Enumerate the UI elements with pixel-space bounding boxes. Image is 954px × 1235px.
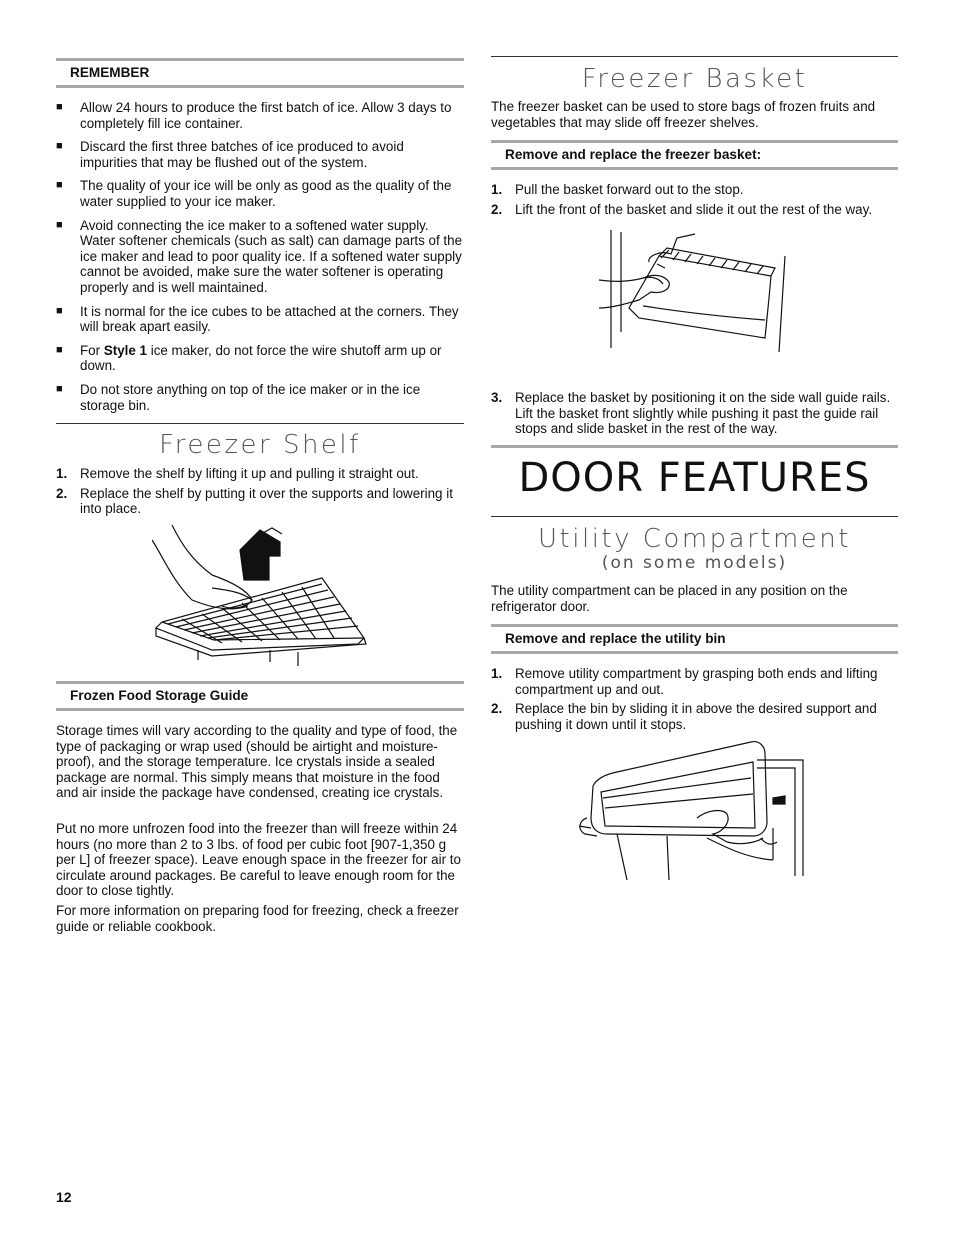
list-item: ■ For Style 1 ice maker, do not force the wire shutoff arm up or down. [56,342,442,374]
frozen-food-heading: Frozen Food Storage Guide [56,681,464,711]
square-bullet-icon: ■ [56,101,63,113]
freezer-basket-intro: The freezer basket can be used to store bags of frozen fruits and vegetables that may slide off freezer shelves. [491,99,876,130]
utility-compartment-title: Utility Compartment [538,524,851,554]
list-item: 1. Pull the basket forward out to the stop. [491,182,744,197]
list-item: 2. Lift the front of the basket and slide it out the rest of the way. [491,201,873,217]
section-divider [491,516,898,517]
list-item: 3. Replace the basket by positioning it on the side wall guide rails. Lift the basket front slightly while pushing it past the guide rail stops and slide basket in the rest of the way. [491,390,891,437]
list-item: ■ Discard the first three batches of ice produced to avoid impurities that may be flushed out of the system. [56,139,404,170]
utility-intro: The utility compartment can be placed in any position on the refrigerator door. [491,583,848,614]
freezer-basket-step3 [491,390,898,441]
door-features-title: DOOR FEATURES [518,455,871,501]
page-number: 12 [56,1189,72,1205]
utility-heading: Remove and replace the utility bin [491,624,898,654]
list-item: ■ The quality of your ice will be only as good as the quality of the water supplied to your ice maker. [56,178,452,209]
section-divider [491,56,898,57]
list-item: ■ Do not store anything on top of the ice maker or in the ice storage bin. [56,381,421,413]
square-bullet-icon: ■ [56,140,63,153]
frozen-food-paragraph: For more information on preparing food for freezing, check a freezer guide or reliable cookbook. [56,903,459,934]
list-item: ■ It is normal for the ice cubes to be attached at the corners. They will break apart easily. [56,303,459,335]
list-item: 1. Remove the shelf by lifting it up and pulling it straight out. [56,466,419,481]
square-bullet-icon: ■ [56,179,63,192]
freezer-shelf-steps [56,466,464,521]
section-divider [56,423,464,424]
freezer-basket-illustration [599,228,789,354]
utility-steps [491,666,898,736]
remember-heading: REMEMBER [56,58,464,88]
freezer-shelf-title: Freezer Shelf [159,430,361,460]
utility-bin-illustration [577,738,809,880]
utility-compartment-subtitle: (on some models) [601,553,788,573]
list-item: ■ Allow 24 hours to produce the first batch of ice. Allow 3 days to completely fill ice container. [56,100,452,131]
frozen-food-paragraph: Storage times will vary according to the quality and type of food, the type of packaging or wrap used (should be airtight and moisture-proof), and the storage temperature. Ice crystals inside a sealed package are normal. This simply means that moisture in the food and air inside the package have condensed, creating ice crystals. [56,723,458,801]
square-bullet-icon: ■ [56,382,63,395]
freezer-basket-steps [491,182,898,221]
list-item: 2. Replace the bin by sliding it in above the desired support and pushing it down until it stops. [491,701,877,732]
square-bullet-icon: ■ [56,218,63,231]
freezer-basket-heading: Remove and replace the freezer basket: [491,140,898,170]
square-bullet-icon: ■ [56,343,63,356]
frozen-food-paragraph: Put no more unfrozen food into the freezer than will freeze within 24 hours (no more than 2 to 3 lbs. of food per cubic foot [907-1,350 g per L] of freezer space). Leave enough space in the freezer for air to circulate around packages. Be careful to leave enough room for the door to close tightly. [56,821,461,899]
list-item: ■ Avoid connecting the ice maker to a softened water supply. Water softener chemicals (such as salt) can damage parts of the ice maker and lead to poor quality ice. If a softened water supply cannot be avoided, make sure the water softener is operating properly and is well maintained. [56,217,463,295]
section-divider [491,445,898,448]
square-bullet-icon: ■ [56,304,63,317]
list-item: 1. Remove utility compartment by grasping both ends and lifting compartment up and out. [491,666,878,697]
remember-list [56,100,464,421]
list-item: 2. Replace the shelf by putting it over the supports and lowering it into place. [56,485,453,517]
freezer-basket-title: Freezer Basket [581,64,808,94]
freezer-shelf-illustration [152,520,370,666]
